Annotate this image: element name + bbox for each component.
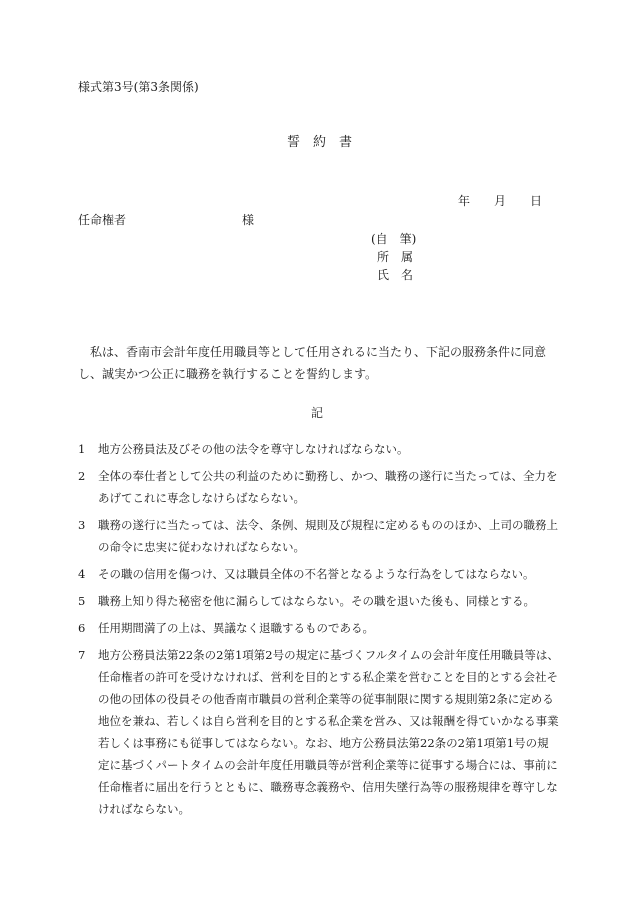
name-label: 氏 名 (377, 268, 414, 282)
ki-heading: 記 (311, 406, 324, 420)
item-text: 職務上知り得た秘密を他に漏らしてはならない。その職を退いた後も、同様とする。 (98, 594, 535, 608)
item-number: 6 (78, 621, 86, 635)
item-text: 地方公務員法及びその他の法令を尊守しなければならない。 (98, 442, 409, 456)
list-item (78, 438, 560, 460)
item-number: 1 (78, 442, 86, 456)
item-number: 7 (78, 648, 86, 662)
item-number: 5 (78, 594, 86, 608)
appointer-label: 任命権者 (78, 213, 127, 227)
item-text: 全体の奉仕者として公共の利益のために勤務し、かつ、職務の遂行に当たっては、全力をあげてこれに専念しなけらばならない。 (98, 469, 558, 505)
list-item (78, 644, 560, 820)
list-item (78, 465, 560, 509)
honorific: 様 (242, 213, 255, 227)
list-item (78, 514, 560, 558)
item-text: 職務の遂行に当たっては、法令、条例、規則及び規程に定めるもののほか、上司の職務上の命令に忠実に従わなければならない。 (98, 518, 558, 554)
list-item (78, 617, 560, 639)
intro-paragraph (78, 341, 558, 385)
item-text: 任用期間満了の上は、異議なく退職するものである。 (98, 621, 374, 635)
intro-text: 私は、香南市会計年度任用職員等として任用されるに当たり、下記の服務条件に同意し、誠実かつ公正に職務を執行することを誓約します。 (78, 345, 547, 381)
affiliation-label: 所 属 (377, 250, 414, 264)
item-number: 2 (78, 469, 86, 483)
conditions-list (78, 438, 560, 820)
item-number: 3 (78, 518, 86, 532)
self-written-label: (自 筆) (371, 232, 417, 246)
item-text: 地方公務員法第22条の2第1項第2号の規定に基づくフルタイムの会計年度任用職員等は、任命権者の許可を受けなければ、営利を目的とする私企業を営むことを目的とする会社その他の団体の役員その他香南市職員の営利企業等の従事制限に関する規則第2条に定める地位を兼ね、若しくは自ら営利を目的とする私企業を営み、又は報酬を得ていかなる事業若しくは事務にも従事してはならない。なお、地方公務員法第22条の2第1項第1号の規定に基づくパートタイムの会計年度任用職員等が営利企業等に従事する場合には、事前に任命権者に届出を行うとともに、職務専念義務や、信用失墜行為等の服務規律を尊守しなければならない。 (98, 648, 559, 816)
date-line: 年 月 日 (458, 194, 543, 208)
document-title: 誓 約 書 (287, 135, 353, 150)
list-item (78, 590, 560, 612)
list-item (78, 563, 560, 585)
item-number: 4 (78, 567, 86, 581)
form-label: 様式第3号(第3条関係) (78, 80, 199, 94)
item-text: その職の信用を傷つけ、又は職員全体の不名誉となるような行為をしてはならない。 (98, 567, 535, 581)
